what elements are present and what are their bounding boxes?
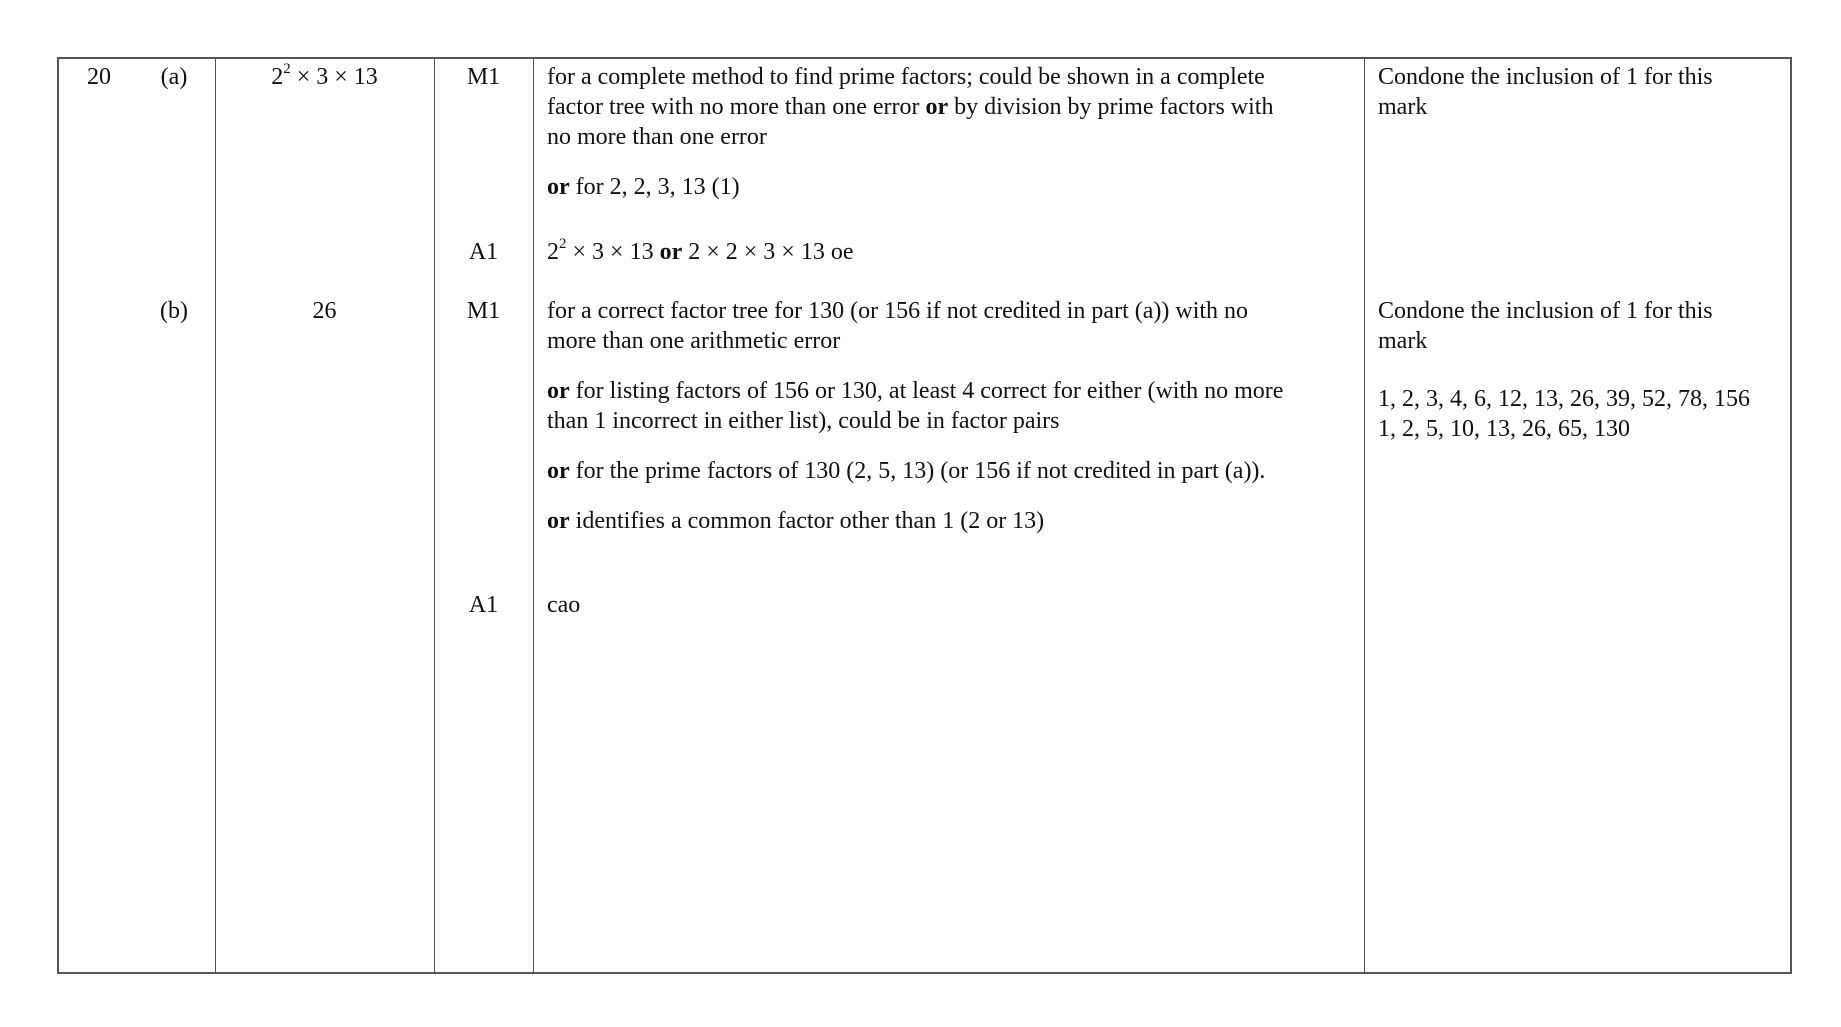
criterion-paragraph [547, 456, 1283, 486]
column-divider-guidance [533, 59, 534, 972]
criterion-paragraph [547, 62, 1273, 152]
text-line [547, 237, 854, 267]
text-line [547, 296, 1283, 326]
text-run: 2 × 2 × 3 × 13 oe [682, 239, 854, 265]
criterion-paragraph [547, 506, 1283, 536]
part-b-mark-a1: A1 [468, 592, 499, 618]
part-a-a1-guidance [547, 237, 854, 267]
part-a-mark-m1: M1 [466, 64, 501, 90]
part-b-m1-guidance [547, 296, 1283, 536]
text-line [547, 456, 1283, 486]
criterion-paragraph [547, 172, 1273, 202]
text-run: more than one arithmetic error [547, 328, 841, 354]
column-divider-answer [215, 59, 216, 972]
part-a-mark-a1: A1 [468, 239, 499, 265]
bold-or: or [547, 174, 570, 200]
text-line [547, 506, 1283, 536]
text-run: for listing factors of 156 or 130, at least 4 correct for either (with no more [569, 378, 1284, 404]
criterion-paragraph [547, 590, 580, 620]
text-run: than 1 incorrect in either list), could be in factor pairs [547, 408, 1060, 434]
text-run: no more than one error [547, 124, 767, 150]
text-run: for the prime factors of 130 (2, 5, 13) (or 156 if not credited in part (a)). [569, 458, 1266, 484]
criterion-paragraph [547, 237, 854, 267]
text-run: for a complete method to find prime factors; could be shown in a complete [547, 64, 1265, 90]
text-line: 1, 2, 5, 10, 13, 26, 65, 130 [1378, 416, 1630, 442]
part-b-answer: 26 [312, 298, 337, 324]
column-divider-mark [434, 59, 435, 972]
text-run: for 2, 2, 3, 13 (1) [569, 174, 740, 200]
part-a-answer: $2^2 \times 3 \times 13$ [271, 61, 378, 90]
text-run: × 3 × 13 [566, 239, 660, 265]
part-a-m1-note [1378, 62, 1713, 122]
bold-or: or [659, 239, 683, 265]
bold-or: or [547, 458, 570, 484]
text-run: 2 [547, 239, 559, 265]
part-a-m1-guidance [547, 62, 1273, 202]
text-line [547, 376, 1283, 406]
text-line: 1, 2, 3, 4, 6, 12, 13, 26, 39, 52, 78, 156 [1378, 386, 1750, 412]
mark-scheme-table [57, 57, 1792, 974]
bold-or: or [547, 508, 570, 534]
text-line: Condone the inclusion of 1 for this [1378, 64, 1713, 90]
question-number: 20 [87, 64, 111, 90]
bold-or: or [547, 378, 570, 404]
text-line: mark [1378, 94, 1428, 120]
text-run: identifies a common factor other than 1 (2 or 13) [569, 508, 1045, 534]
text-line [547, 406, 1283, 436]
bold-or: or [925, 94, 949, 120]
exponent: 2 [559, 236, 567, 252]
part-a-label: (a) [160, 64, 188, 90]
text-run: by division by prime factors with [948, 94, 1274, 120]
text-line [547, 590, 580, 620]
text-run: for a correct factor tree for 130 (or 156 if not credited in part (a)) with no [547, 298, 1249, 324]
text-line [547, 62, 1273, 92]
text-run: cao [547, 592, 581, 618]
text-line: Condone the inclusion of 1 for this [1378, 298, 1713, 324]
text-line [547, 92, 1273, 122]
text-line [547, 122, 1273, 152]
criterion-paragraph [547, 296, 1283, 356]
text-line: mark [1378, 328, 1428, 354]
part-b-label: (b) [160, 298, 188, 324]
text-run: factor tree with no more than one error [547, 94, 926, 120]
part-b-m1-note [1378, 296, 1713, 356]
text-line [547, 326, 1283, 356]
part-b-mark-m1: M1 [466, 298, 501, 324]
text-line [547, 172, 1273, 202]
part-b-factor-lists [1378, 384, 1750, 444]
column-divider-notes [1364, 59, 1365, 972]
part-b-a1-guidance [547, 590, 580, 620]
criterion-paragraph [547, 376, 1283, 436]
